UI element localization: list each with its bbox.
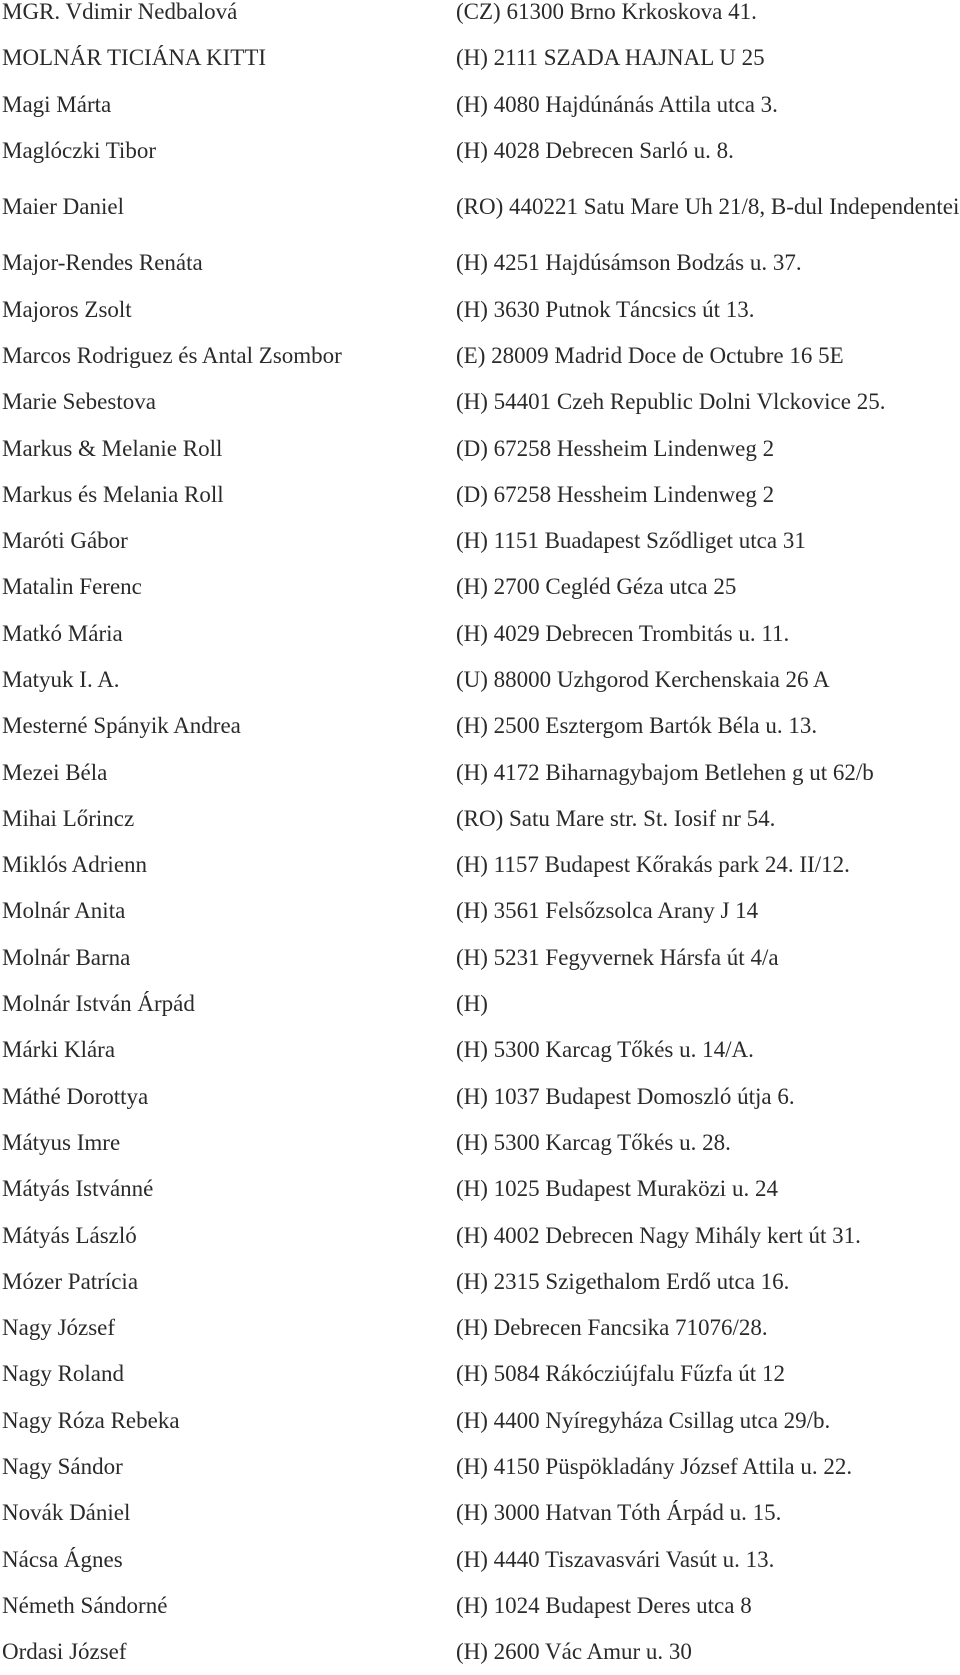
person-name: Matkó Mária [2,620,123,646]
person-address: (H) [456,991,488,1017]
person-address: (H) 1037 Budapest Domoszló útja 6. [456,1083,795,1109]
person-name: Maglóczki Tibor [2,138,156,164]
list-item [0,1629,960,1675]
person-address: (H) 4029 Debrecen Trombitás u. 11. [456,620,790,646]
list-item [0,1444,960,1490]
person-address: (H) 1024 Budapest Deres utca 8 [456,1592,752,1618]
person-name: Nagy József [2,1315,116,1341]
person-name: Marcos Rodriguez és Antal Zsombor [2,342,342,368]
person-address: (H) 1151 Buadapest Sződliget utca 31 [456,528,806,554]
list-item [0,1120,960,1166]
person-address: (H) 4080 Hajdúnánás Attila utca 3. [456,91,778,117]
list-item [0,1212,960,1258]
person-address: (D) 67258 Hessheim Lindenweg 2 [456,435,775,461]
person-address: (H) 2315 Szigethalom Erdő utca 16. [456,1268,790,1294]
person-address: (D) 67258 Hessheim Lindenweg 2 [456,481,775,507]
person-name: Majoros Zsolt [2,296,132,322]
person-address: (H) 5300 Karcag Tőkés u. 28. [456,1129,731,1155]
list-item [0,518,960,564]
list-item [0,425,960,471]
person-name: Mesterné Spányik Andrea [2,713,241,739]
list-item [0,82,960,128]
person-name: Nagy Róza Rebeka [2,1407,180,1433]
person-name: Marie Sebestova [2,389,156,415]
person-name: MGR. Vdimir Nedbalová [2,0,238,25]
list-item [0,1305,960,1351]
person-address: (H) 4150 Püspökladány József Attila u. 22. [456,1454,853,1480]
list-item [0,1351,960,1397]
person-name: Major-Rendes Renáta [2,250,203,276]
person-name: Markus & Melanie Roll [2,435,223,461]
person-address: (H) 2700 Cegléd Géza utca 25 [456,574,737,600]
list-item [0,703,960,749]
list-item [0,0,960,35]
list-item [0,935,960,981]
person-name: Molnár Barna [2,944,131,970]
person-address: (RO) Satu Mare str. St. Iosif nr 54. [456,805,776,831]
person-name: Magi Márta [2,91,112,117]
person-name: Maier Daniel [2,194,124,220]
person-address: (H) 4028 Debrecen Sarló u. 8. [456,138,734,164]
list-item [0,1074,960,1120]
person-address: (H) Debrecen Fancsika 71076/28. [456,1315,768,1341]
person-name: Máthé Dorottya [2,1083,149,1109]
list-item [0,240,960,286]
list-item [0,286,960,332]
person-name: Miklós Adrienn [2,852,148,878]
list-item [0,1027,960,1073]
person-name: Molnár Anita [2,898,126,924]
person-name: Mihai Lőrincz [2,805,135,831]
person-name: Mátyus Imre [2,1129,121,1155]
person-address: (RO) 440221 Satu Mare Uh 21/8, B-dul Independentei [456,194,960,220]
person-address: (H) 3630 Putnok Táncsics út 13. [456,296,755,322]
list-item [0,1166,960,1212]
list-item [0,1398,960,1444]
person-address: (H) 4251 Hajdúsámson Bodzás u. 37. [456,250,802,276]
person-address: (H) 2500 Esztergom Bartók Béla u. 13. [456,713,818,739]
person-address: (H) 1157 Budapest Kőrakás park 24. II/12. [456,852,850,878]
person-address: (U) 88000 Uzhgorod Kerchenskaia 26 A [456,667,830,692]
person-address: (H) 2600 Vác Amur u. 30 [456,1639,692,1665]
person-name: Molnár István Árpád [2,991,195,1017]
list-item [0,174,960,240]
list-item [0,1537,960,1583]
list-item [0,1583,960,1629]
person-name: Mátyás László [2,1222,137,1248]
person-name: Márki Klára [2,1037,116,1063]
list-item [0,611,960,657]
person-address: (H) 3561 Felsőzsolca Arany J 14 [456,898,759,924]
list-item [0,888,960,934]
person-address: (H) 4002 Debrecen Nagy Mihály kert út 31. [456,1222,861,1248]
person-address: (H) 4440 Tiszavasvári Vasút u. 13. [456,1546,775,1572]
person-name: Novák Dániel [2,1500,131,1526]
person-address: (H) 5300 Karcag Tőkés u. 14/A. [456,1037,754,1063]
person-address: (H) 3000 Hatvan Tóth Árpád u. 15. [456,1500,782,1526]
list-item [0,128,960,174]
person-name: Markus és Melania Roll [2,481,224,507]
person-address: (H) 2111 SZADA HAJNAL U 25 [456,45,765,71]
person-address: (H) 5231 Fegyvernek Hársfa út 4/a [456,944,779,970]
list-item [0,333,960,379]
list-item [0,379,960,425]
person-name: Mezei Béla [2,759,108,785]
list-item [0,472,960,518]
list-item [0,35,960,81]
list-item [0,564,960,610]
person-name: Nagy Roland [2,1361,125,1387]
list-item [0,657,960,703]
person-address: (H) 54401 Czeh Republic Dolni Vlckovice 25. [456,389,886,415]
person-name: Nácsa Ágnes [2,1546,123,1572]
person-name: Matalin Ferenc [2,574,142,600]
person-address: (H) 4400 Nyíregyháza Csillag utca 29/b. [456,1407,831,1433]
list-item [0,842,960,888]
person-address: (CZ) 61300 Brno Krkoskova 41. [456,0,757,25]
person-name: Matyuk I. A. [2,667,120,692]
person-address: (H) 4172 Biharnagybajom Betlehen g ut 62/b [456,759,874,785]
person-name: MOLNÁR TICIÁNA KITTI [2,45,267,71]
person-name: Ordasi József [2,1639,127,1665]
person-name: Nagy Sándor [2,1454,123,1480]
person-address: (E) 28009 Madrid Doce de Octubre 16 5E [456,342,844,368]
list-item [0,796,960,842]
list-item [0,1259,960,1305]
person-name: Mózer Patrícia [2,1268,139,1294]
list-item [0,749,960,795]
person-address: (H) 5084 Rákócziújfalu Fűzfa út 12 [456,1361,785,1387]
person-address: (H) 1025 Budapest Muraközi u. 24 [456,1176,778,1202]
list-item [0,1490,960,1536]
person-name: Maróti Gábor [2,528,128,554]
person-name: Mátyás Istvánné [2,1176,154,1202]
list-item [0,981,960,1027]
person-name: Németh Sándorné [2,1592,168,1618]
